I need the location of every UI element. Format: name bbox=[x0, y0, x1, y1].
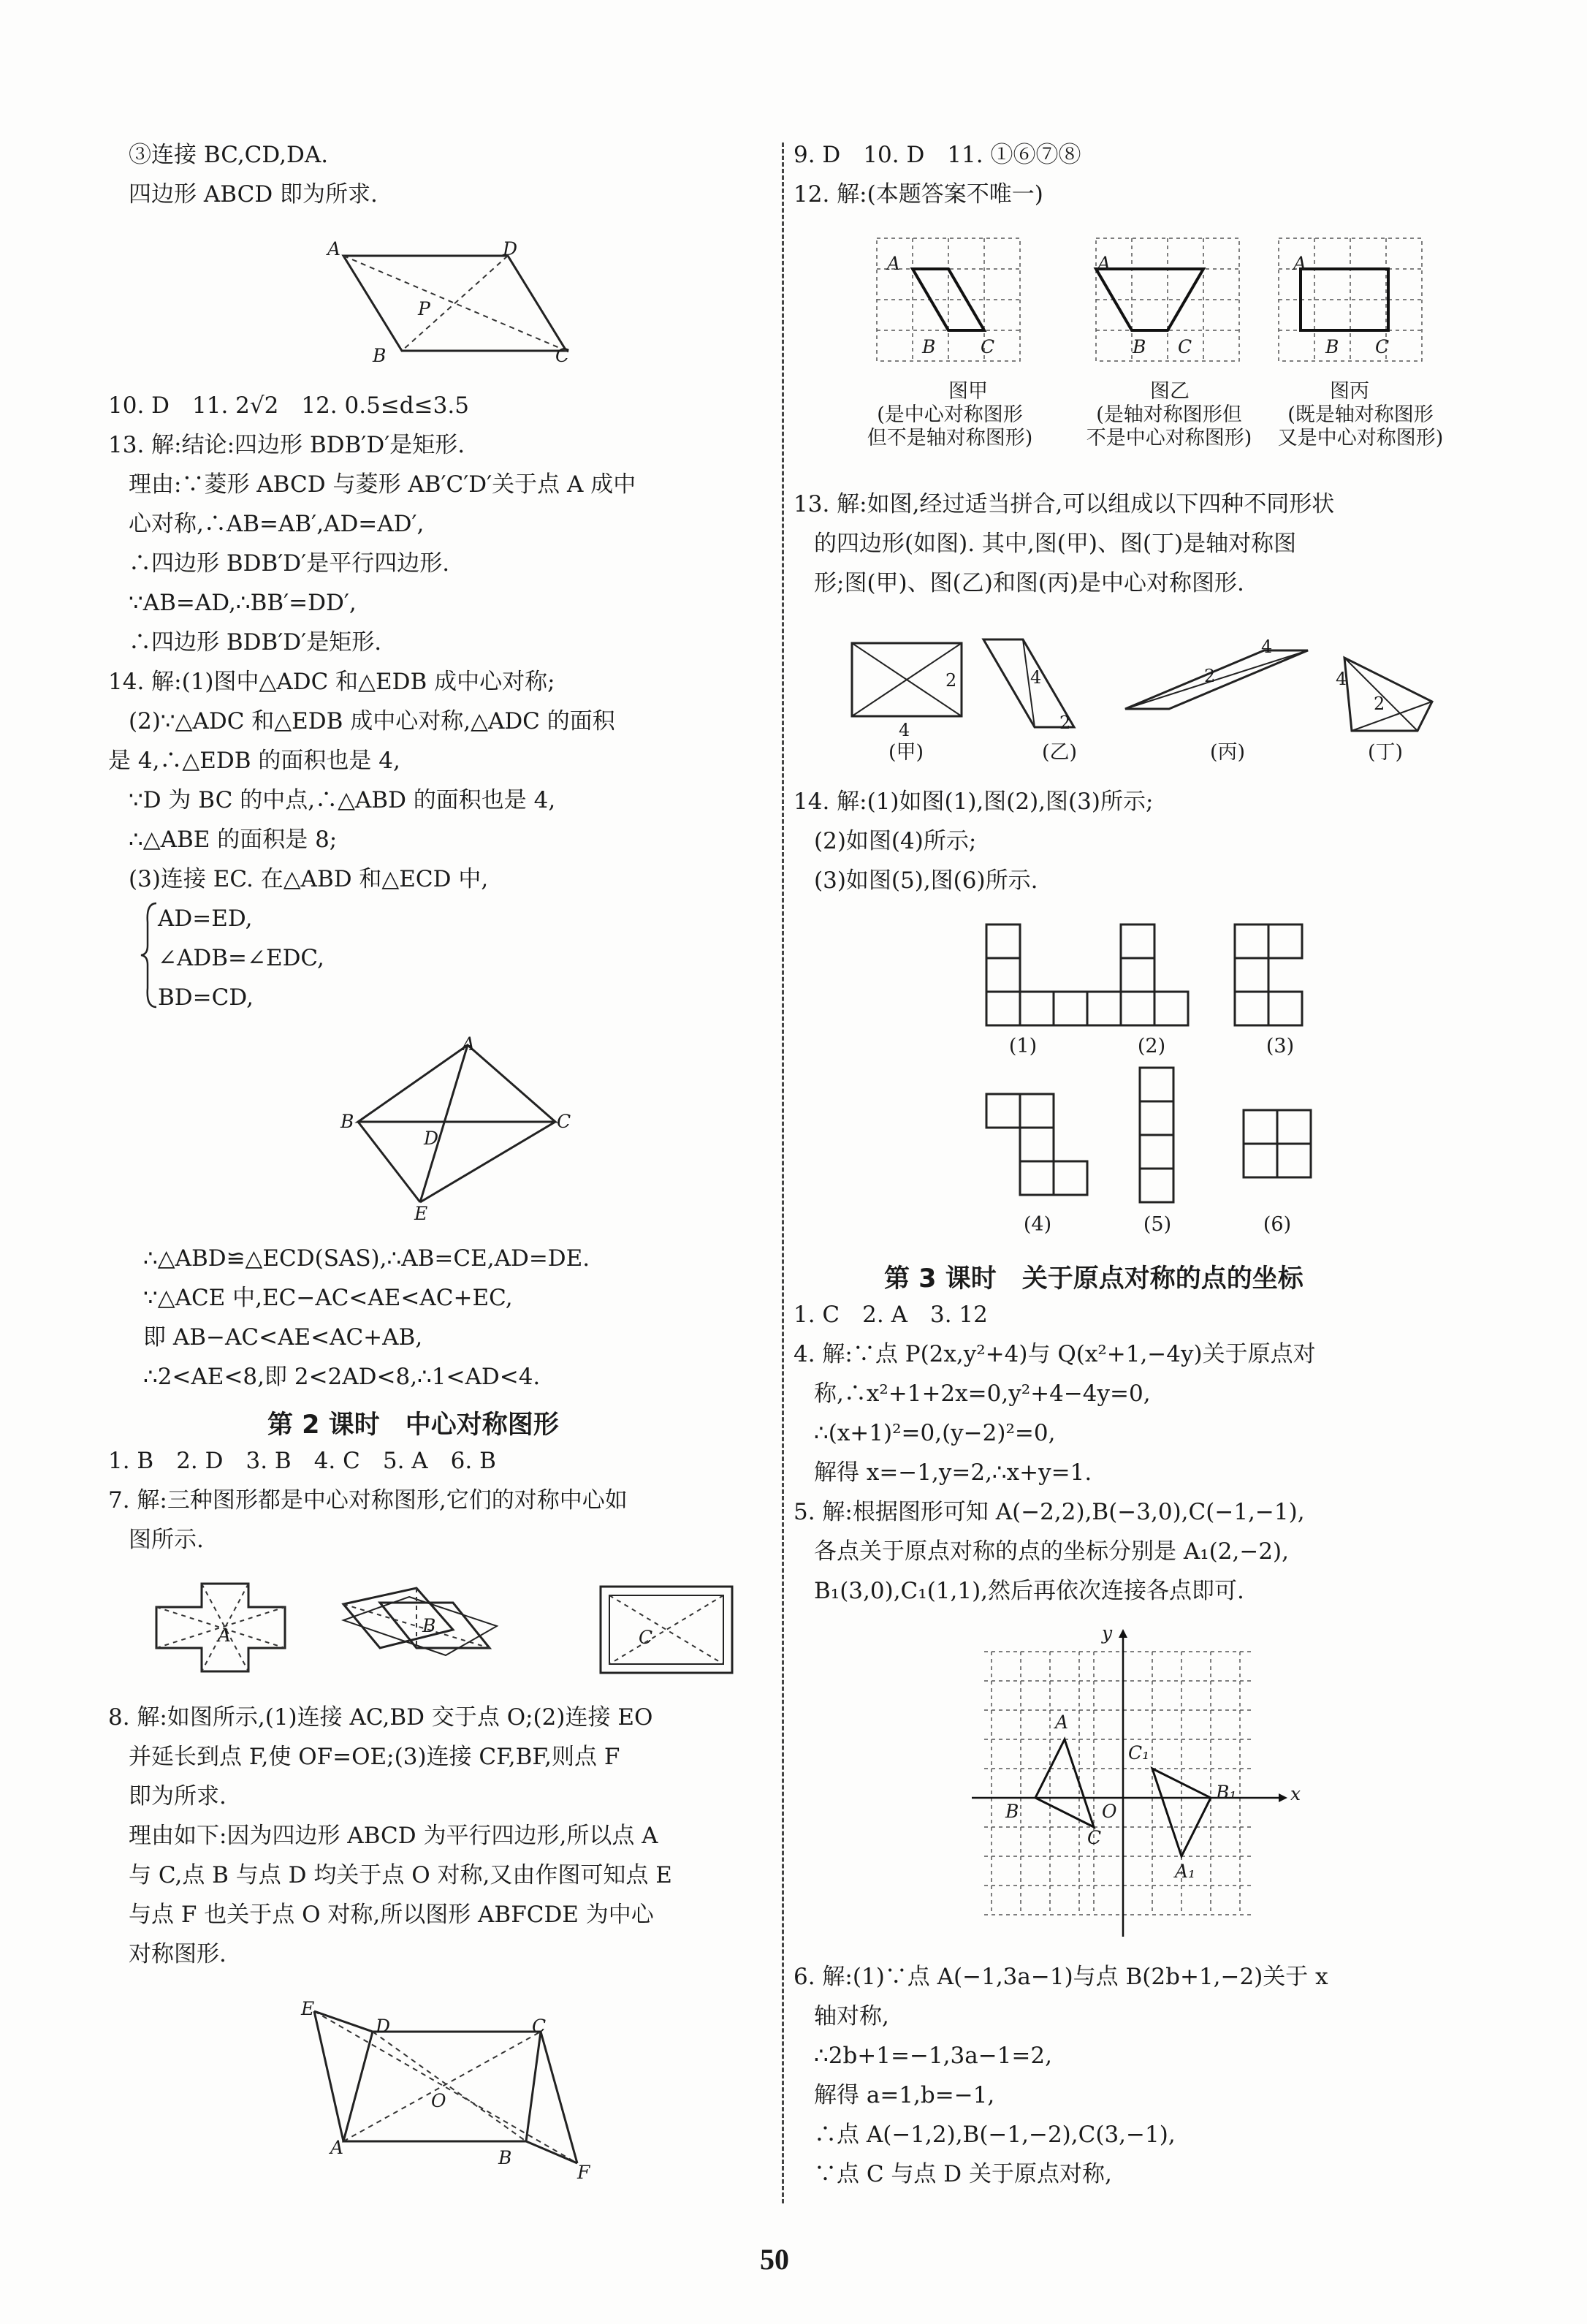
text-line: 称,∴x²+1+2x=0,y²+4−4y=0, bbox=[814, 1381, 1151, 1407]
point-label: D bbox=[376, 2016, 391, 2037]
text-line: 图所示. bbox=[129, 1527, 204, 1553]
section-heading: 第 3 课时 关于原点对称的点的坐标 bbox=[884, 1264, 1304, 1294]
text-line: ∴△ABE 的面积是 8; bbox=[129, 827, 338, 853]
text-line: 14. 解:(1)图中△ADC 和△EDB 成中心对称; bbox=[108, 669, 555, 695]
text-line: ∴(x+1)²=0,(y−2)²=0, bbox=[814, 1420, 1056, 1446]
text-line: 10. D 11. 2√2 12. 0.5≤d≤3.5 bbox=[108, 392, 469, 419]
text-line: (3)连接 EC. 在△ABD 和△ECD 中, bbox=[129, 866, 489, 892]
figure-caption: (乙) bbox=[1041, 741, 1078, 764]
point-label: C bbox=[981, 336, 995, 357]
text-line: ∴2<AE<8,即 2<2AD<8,∴1<AD<4. bbox=[143, 1364, 541, 1390]
length-label: 2 bbox=[1059, 713, 1071, 733]
figure-note: (是中心对称图形 bbox=[877, 403, 1023, 426]
text-line: 13. 解:结论:四边形 BDB′D′是矩形. bbox=[108, 432, 465, 458]
text-line: ∴四边形 BDB′D′是矩形. bbox=[129, 629, 382, 656]
figure-caption: (3) bbox=[1266, 1035, 1295, 1057]
figure-caption: (5) bbox=[1143, 1213, 1172, 1236]
grid-shapes-figure bbox=[869, 234, 1461, 373]
text-line: 即为所求. bbox=[129, 1783, 227, 1810]
text-line: 4. 解:∵点 P(2x,y²+4)与 Q(x²+1,−4y)关于原点对 bbox=[794, 1341, 1316, 1367]
text-line: 四边形 ABCD 即为所求. bbox=[129, 181, 378, 208]
text-line: ∠ADB=∠EDC, bbox=[158, 945, 324, 971]
point-label: C bbox=[557, 1111, 571, 1132]
figure-caption: (2) bbox=[1137, 1035, 1166, 1057]
point-label: B bbox=[1005, 1801, 1019, 1822]
length-label: 4 bbox=[1336, 669, 1347, 689]
figure-caption: (甲) bbox=[888, 741, 924, 764]
text-line: 与 C,点 B 与点 D 均关于点 O 对称,又由作图可知点 E bbox=[129, 1862, 672, 1888]
text-line: ∴点 A(−1,2),B(−1,−2),C(3,−1), bbox=[814, 2122, 1176, 2148]
point-label: D bbox=[503, 238, 518, 259]
text-line: 解得 a=1,b=−1, bbox=[814, 2082, 995, 2108]
point-label: A bbox=[1293, 253, 1307, 274]
length-label: 2 bbox=[1374, 694, 1385, 714]
figure-caption: 图丙 bbox=[1330, 380, 1369, 403]
text-line: ∴四边形 BDB′D′是平行四边形. bbox=[129, 550, 450, 577]
point-label: B bbox=[922, 336, 936, 357]
text-line: B₁(3,0),C₁(1,1),然后再依次连接各点即可. bbox=[814, 1578, 1244, 1604]
text-line: 并延长到点 F,使 OF=OE;(3)连接 CF,BF,则点 F bbox=[129, 1744, 620, 1770]
text-line: 7. 解:三种图形都是中心对称图形,它们的对称中心如 bbox=[108, 1487, 628, 1514]
point-label: P bbox=[418, 298, 430, 319]
figure-caption: (4) bbox=[1023, 1213, 1052, 1236]
text-line: BD=CD, bbox=[158, 984, 254, 1011]
figure-caption: (丙) bbox=[1209, 741, 1246, 764]
origin-label: O bbox=[1102, 1801, 1117, 1822]
length-label: 2 bbox=[945, 670, 957, 691]
point-label: F bbox=[577, 2162, 590, 2183]
text-line: ③连接 BC,CD,DA. bbox=[129, 142, 329, 168]
text-line: 即 AB−AC<AE<AC+AB, bbox=[143, 1324, 423, 1351]
text-line: 理由如下:因为四边形 ABCD 为平行四边形,所以点 A bbox=[129, 1823, 658, 1849]
point-label: B bbox=[340, 1111, 354, 1132]
point-label: A bbox=[887, 253, 901, 274]
quadrilateral-assembly-figure bbox=[840, 629, 1454, 753]
figure-note: 又是中心对称图形) bbox=[1277, 427, 1444, 449]
text-line: ∵AB=AD,∴BB′=DD′, bbox=[129, 590, 357, 616]
text-line: 5. 解:根据图形可知 A(−2,2),B(−3,0),C(−1,−1), bbox=[794, 1499, 1305, 1525]
column-divider bbox=[782, 143, 784, 2203]
text-line: 理由:∵菱形 ABCD 与菱形 AB′C′D′关于点 A 成中 bbox=[129, 471, 636, 498]
point-label: C bbox=[555, 345, 570, 366]
point-label: A₁ bbox=[1175, 1861, 1196, 1882]
figure-caption: 图乙 bbox=[1150, 380, 1190, 403]
axis-label: y bbox=[1102, 1622, 1113, 1644]
text-line: ∴△ABD≌△ECD(SAS),∴AB=CE,AD=DE. bbox=[143, 1245, 590, 1272]
text-line: 对称图形. bbox=[129, 1941, 227, 1967]
square-net-figure bbox=[979, 917, 1330, 1261]
point-label: C bbox=[1087, 1827, 1102, 1848]
text-line: 轴对称, bbox=[814, 2003, 889, 2029]
point-label: C bbox=[532, 2016, 547, 2037]
text-line: 是 4,∴△EDB 的面积也是 4, bbox=[108, 748, 400, 774]
point-label: E bbox=[414, 1203, 428, 1224]
axis-label: x bbox=[1290, 1783, 1301, 1804]
figure-caption: 图甲 bbox=[948, 380, 988, 403]
text-line: 13. 解:如图,经过适当拼合,可以组成以下四种不同形状 bbox=[794, 491, 1335, 517]
text-line: 14. 解:(1)如图(1),图(2),图(3)所示; bbox=[794, 789, 1154, 815]
text-line: 1. C 2. A 3. 12 bbox=[794, 1302, 988, 1328]
point-label: B bbox=[1133, 336, 1146, 357]
text-line: 6. 解:(1)∵点 A(−1,3a−1)与点 B(2b+1,−2)关于 x bbox=[794, 1964, 1328, 1990]
text-line: 形;图(甲)、图(乙)和图(丙)是中心对称图形. bbox=[814, 570, 1244, 596]
text-line: ∴2b+1=−1,3a−1=2, bbox=[814, 2043, 1052, 2069]
point-label: A bbox=[1055, 1712, 1069, 1733]
text-line: ∵点 C 与点 D 关于原点对称, bbox=[814, 2161, 1112, 2187]
point-label: D bbox=[424, 1128, 439, 1149]
section-heading: 第 2 课时 中心对称图形 bbox=[267, 1410, 559, 1440]
point-label: B bbox=[498, 2147, 512, 2168]
point-label: A bbox=[330, 2137, 344, 2158]
point-label: O bbox=[431, 2090, 446, 2111]
length-label: 4 bbox=[899, 720, 910, 740]
text-line: (3)如图(5),图(6)所示. bbox=[814, 867, 1038, 894]
text-line: 8. 解:如图所示,(1)连接 AC,BD 交于点 O;(2)连接 EO bbox=[108, 1704, 653, 1731]
point-label: B bbox=[373, 345, 387, 366]
text-line: (2)∵△ADC 和△EDB 成中心对称,△ADC 的面积 bbox=[129, 708, 615, 734]
center-symmetry-figures bbox=[146, 1575, 745, 1685]
text-line: 解得 x=−1,y=2,∴x+y=1. bbox=[814, 1459, 1092, 1486]
point-label: C bbox=[639, 1627, 653, 1648]
point-label: B₁ bbox=[1216, 1782, 1237, 1803]
point-label: C bbox=[1375, 336, 1390, 357]
point-label: C₁ bbox=[1128, 1742, 1150, 1763]
length-label: 2 bbox=[1204, 666, 1216, 686]
text-line: (2)如图(4)所示; bbox=[814, 828, 977, 854]
text-line: 9. D 10. D 11. ①⑥⑦⑧ bbox=[794, 142, 1081, 168]
text-line: ∵D 为 BC 的中点,∴△ABD 的面积也是 4, bbox=[129, 787, 556, 813]
text-line: 各点关于原点对称的点的坐标分别是 A₁(2,−2), bbox=[814, 1538, 1289, 1565]
point-label: C bbox=[1178, 336, 1192, 357]
text-line: 与点 F 也关于点 O 对称,所以图形 ABFCDE 为中心 bbox=[129, 1902, 654, 1928]
page-number: 50 bbox=[760, 2243, 789, 2276]
text-line: ∵△ACE 中,EC−AC<AE<AC+EC, bbox=[143, 1285, 513, 1311]
text-line: AD=ED, bbox=[158, 905, 253, 932]
coordinate-grid-figure bbox=[972, 1622, 1315, 1940]
text-line: 心对称,∴AB=AB′,AD=AD′, bbox=[129, 511, 425, 537]
point-label: A bbox=[462, 1033, 476, 1055]
text-line: 1. B 2. D 3. B 4. C 5. A 6. B bbox=[108, 1448, 496, 1474]
point-label: A bbox=[1097, 253, 1111, 274]
figure-note: (既是轴对称图形 bbox=[1287, 403, 1434, 426]
figure-caption: (1) bbox=[1008, 1035, 1038, 1057]
text-line: 12. 解:(本题答案不唯一) bbox=[794, 181, 1043, 208]
figure-note: 不是中心对称图形) bbox=[1086, 427, 1252, 449]
point-label: A bbox=[327, 238, 341, 259]
figure-caption: (丁) bbox=[1367, 741, 1404, 764]
length-label: 4 bbox=[1030, 667, 1042, 688]
figure-caption: (6) bbox=[1263, 1213, 1292, 1236]
hexagon-abfcde-figure bbox=[300, 1998, 606, 2181]
point-label: A bbox=[218, 1625, 232, 1646]
text-line: 的四边形(如图). 其中,图(甲)、图(丁)是轴对称图 bbox=[814, 531, 1297, 557]
figure-note: 但不是轴对称图形) bbox=[867, 427, 1033, 449]
point-label: B bbox=[422, 1615, 436, 1636]
point-label: E bbox=[301, 1998, 315, 2019]
figure-note: (是轴对称图形但 bbox=[1096, 403, 1242, 426]
point-label: B bbox=[1325, 336, 1339, 357]
length-label: 4 bbox=[1261, 637, 1273, 657]
